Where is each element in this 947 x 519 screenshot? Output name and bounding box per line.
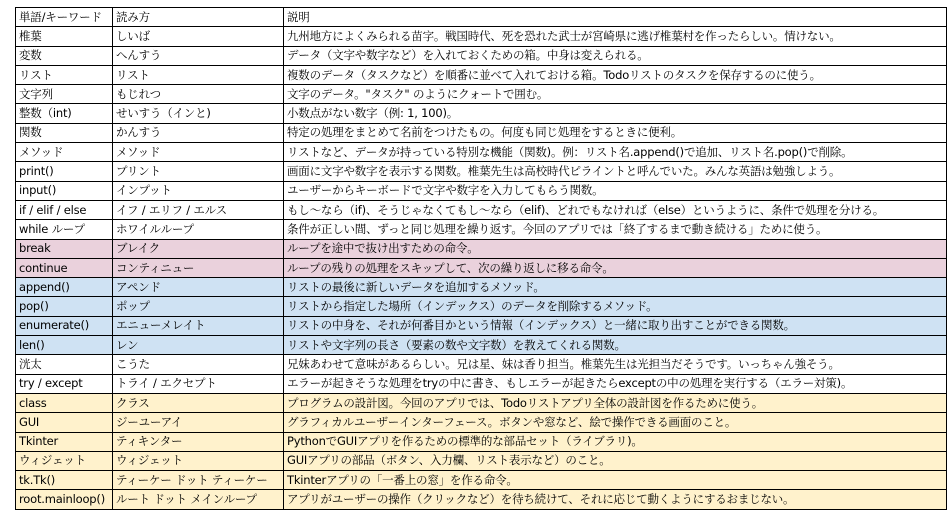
cell-reading[interactable]: ブレイク (113, 239, 284, 258)
cell-description[interactable]: ループを途中で抜け出すための命令。 (284, 239, 947, 258)
cell-reading[interactable]: ルート ドット メインループ (113, 490, 284, 509)
cell-reading[interactable]: コンティニュー (113, 258, 284, 277)
cell-term[interactable]: len() (16, 336, 113, 355)
cell-description[interactable]: リストの中身を、それが何番目かという情報（インデックス）と一緒に取り出すことができる関数。 (284, 316, 947, 335)
table-row (16, 413, 947, 432)
cell-reading[interactable]: へんすう (113, 46, 284, 65)
cell-description[interactable]: 兄妹あわせて意味があるらしい。兄は星、妹は香り担当。椎葉先生は光担当だそうです。いっちゃん強そう。 (284, 355, 947, 374)
cell-description[interactable]: もし〜なら（if)、そうじゃなくてもし〜なら（elif)、どれでもなければ（else）というように、条件で処理を分ける。 (284, 200, 947, 219)
cell-reading[interactable]: メソッド (113, 143, 284, 162)
table-row (16, 104, 947, 123)
table-row (16, 220, 947, 239)
cell-term[interactable]: GUI (16, 413, 113, 432)
table-row (16, 181, 947, 200)
cell-reading[interactable]: トライ / エクセプト (113, 374, 284, 393)
table-row (16, 432, 947, 451)
cell-description[interactable]: ユーザーからキーボードで文字や数字を入力してもらう関数。 (284, 181, 947, 200)
cell-term[interactable]: root.mainloop() (16, 490, 113, 509)
cell-term[interactable]: if / elif / else (16, 200, 113, 219)
cell-reading[interactable]: ティーケー ドット ティーケー (113, 471, 284, 490)
cell-term[interactable]: 洸太 (16, 355, 113, 374)
cell-description[interactable]: リストの最後に新しいデータを追加するメソッド。 (284, 278, 947, 297)
cell-term[interactable]: メソッド (16, 143, 113, 162)
cell-description[interactable]: 画面に文字や数字を表示する関数。椎葉先生は高校時代ピライントと呼んでいた。みんな英語は勉強しよう。 (284, 162, 947, 181)
table-row (16, 162, 947, 181)
cell-description[interactable]: PythonでGUIアプリを作るための標準的な部品セット（ライブラリ)。 (284, 432, 947, 451)
cell-term[interactable]: class (16, 393, 113, 412)
table-row (16, 471, 947, 490)
cell-description[interactable]: 九州地方によくみられる苗字。戦国時代、死を恐れた武士が宮崎県に逃げ椎葉村を作ったらしい。情けない。 (284, 27, 947, 46)
cell-reading[interactable]: クラス (113, 393, 284, 412)
cell-description[interactable]: プログラムの設計図。今回のアプリでは、Todoリストアプリ全体の設計図を作るために使う。 (284, 393, 947, 412)
cell-reading[interactable]: こうた (113, 355, 284, 374)
cell-description[interactable]: GUIアプリの部品（ボタン、入力欄、リスト表示など）のこと。 (284, 451, 947, 470)
cell-term[interactable]: enumerate() (16, 316, 113, 335)
table-row (16, 46, 947, 65)
cell-term[interactable]: 関数 (16, 123, 113, 142)
table-row (16, 27, 947, 46)
cell-term[interactable]: 変数 (16, 46, 113, 65)
table-row (16, 200, 947, 219)
cell-description[interactable]: 条件が正しい間、ずっと同じ処理を繰り返す。今回のアプリでは「終了するまで動き続ける」ために使う。 (284, 220, 947, 239)
cell-reading[interactable]: ティキンター (113, 432, 284, 451)
cell-reading[interactable]: ポップ (113, 297, 284, 316)
cell-term[interactable]: pop() (16, 297, 113, 316)
cell-term[interactable]: try / except (16, 374, 113, 393)
table-row (16, 374, 947, 393)
cell-description[interactable]: Tkinterアプリの「一番上の窓」を作る命令。 (284, 471, 947, 490)
cell-description[interactable]: エラーが起きそうな処理をtryの中に書き、もしエラーが起きたらexceptの中の処理を実行する（エラー対策)。 (284, 374, 947, 393)
glossary-sheet (15, 7, 946, 510)
cell-reading[interactable]: レン (113, 336, 284, 355)
table-row (16, 297, 947, 316)
cell-term[interactable]: append() (16, 278, 113, 297)
table-row (16, 490, 947, 509)
cell-description[interactable]: 文字のデータ。"タスク" のようにクォートで囲む。 (284, 85, 947, 104)
table-row (16, 355, 947, 374)
table-row (16, 65, 947, 84)
cell-description[interactable]: リストから指定した場所（インデックス）のデータを削除するメソッド。 (284, 297, 947, 316)
cell-reading[interactable]: ジーユーアイ (113, 413, 284, 432)
header-reading-cell[interactable]: 読み方 (113, 8, 284, 27)
table-row (16, 278, 947, 297)
cell-term[interactable]: 文字列 (16, 85, 113, 104)
cell-reading[interactable]: エニューメレイト (113, 316, 284, 335)
cell-term[interactable]: tk.Tk() (16, 471, 113, 490)
cell-description[interactable]: リストなど、データが持っている特別な機能（関数)。例：リスト名.append()で追加、リスト名.pop()で削除。 (284, 143, 947, 162)
cell-term[interactable]: 椎葉 (16, 27, 113, 46)
cell-description[interactable]: アプリがユーザーの操作（クリックなど）を待ち続けて、それに応じて動くようにするおまじない。 (284, 490, 947, 509)
cell-description[interactable]: 特定の処理をまとめて名前をつけたもの。何度も同じ処理をするときに便利。 (284, 123, 947, 142)
table-row (16, 239, 947, 258)
table-row (16, 451, 947, 470)
header-term-cell[interactable]: 単語/キーワード (16, 8, 113, 27)
table-row (16, 85, 947, 104)
cell-term[interactable]: continue (16, 258, 113, 277)
header-row (16, 8, 947, 27)
cell-reading[interactable]: アペンド (113, 278, 284, 297)
cell-reading[interactable]: もじれつ (113, 85, 284, 104)
cell-term[interactable]: 整数（int) (16, 104, 113, 123)
cell-term[interactable]: ウィジェット (16, 451, 113, 470)
cell-reading[interactable]: せいすう（インと) (113, 104, 284, 123)
table-row (16, 258, 947, 277)
table-row (16, 336, 947, 355)
cell-description[interactable]: データ（文字や数字など）を入れておくための箱。中身は変えられる。 (284, 46, 947, 65)
glossary-table (15, 7, 947, 510)
cell-term[interactable]: リスト (16, 65, 113, 84)
table-row (16, 123, 947, 142)
cell-description[interactable]: ループの残りの処理をスキップして、次の繰り返しに移る命令。 (284, 258, 947, 277)
cell-reading[interactable]: かんすう (113, 123, 284, 142)
cell-reading[interactable]: しいば (113, 27, 284, 46)
cell-term[interactable]: while ループ (16, 220, 113, 239)
cell-reading[interactable]: ホワイルループ (113, 220, 284, 239)
cell-description[interactable]: リストや文字列の長さ（要素の数や文字数）を教えてくれる関数。 (284, 336, 947, 355)
table-row (16, 393, 947, 412)
cell-reading[interactable]: リスト (113, 65, 284, 84)
cell-term[interactable]: Tkinter (16, 432, 113, 451)
table-row (16, 316, 947, 335)
glossary-body (16, 27, 947, 509)
cell-term[interactable]: print() (16, 162, 113, 181)
cell-reading[interactable]: ウィジェット (113, 451, 284, 470)
cell-description[interactable]: 小数点がない数字（例: 1, 100)。 (284, 104, 947, 123)
cell-term[interactable]: input() (16, 181, 113, 200)
table-row (16, 143, 947, 162)
cell-reading[interactable]: プリント (113, 162, 284, 181)
cell-term[interactable]: break (16, 239, 113, 258)
cell-reading[interactable]: イフ / エリフ / エルス (113, 200, 284, 219)
cell-reading[interactable]: インプット (113, 181, 284, 200)
cell-description[interactable]: 複数のデータ（タスクなど）を順番に並べて入れておける箱。Todoリストのタスクを保存するのに使う。 (284, 65, 947, 84)
cell-description[interactable]: グラフィカルユーザーインターフェース。ボタンや窓など、絵で操作できる画面のこと。 (284, 413, 947, 432)
header-description-cell[interactable]: 説明 (284, 8, 947, 27)
